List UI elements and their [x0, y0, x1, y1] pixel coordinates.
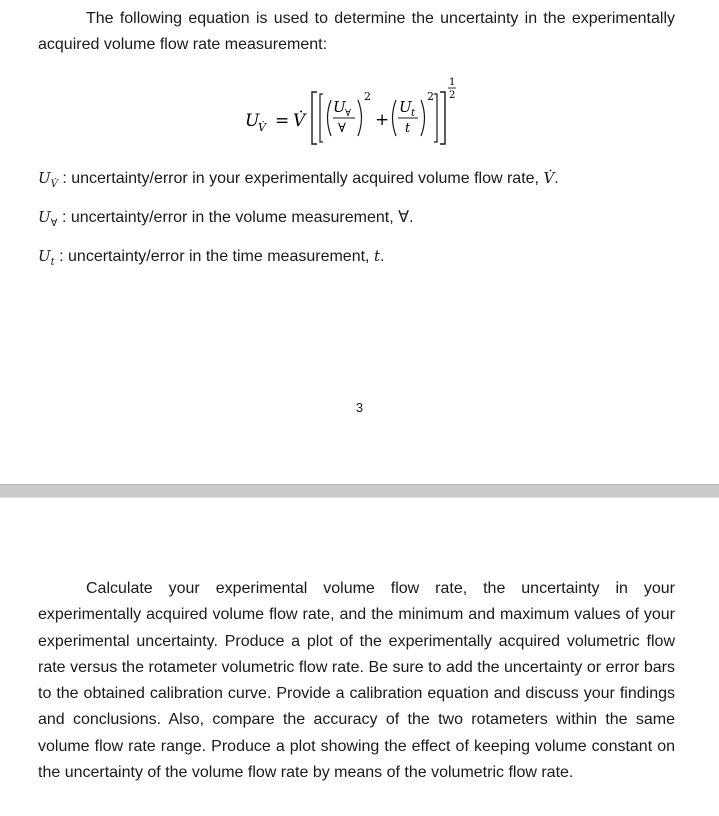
- body-text: Calculate your experimental volume flow rate, the uncertainty in your experimentally acquired volume flow rate, and the minimum and maximum values of your experimental uncertainty. Produce a plot of the experimentally acquired volumetric flow rate versus the rotameter volumetric flow rate. Be sure to add the uncertainty or error bars to the obtained calibration curve. Provide a calibration equation and discuss your findings and conclusions. Also, compare the accuracy of the two rotameters within the same volume flow rate range. Produce a plot showing the effect of keeping volume constant on the uncertainty of the volume flow rate by means of the volumetric flow rate.: [38, 580, 675, 782]
- definition-end: .: [379, 248, 385, 265]
- definition-symbol: U: [38, 169, 51, 187]
- definition-subscript: V̇: [50, 179, 58, 191]
- uncertainty-equation: [225, 74, 525, 152]
- definition-ref: ∀: [398, 209, 410, 226]
- outer-exponent-denominator: 2: [449, 90, 456, 101]
- definition-ref: V̇: [543, 169, 555, 187]
- equation-lhs: U: [245, 111, 260, 131]
- term2-numerator-subscript: t: [411, 108, 416, 119]
- term1-exponent: 2: [364, 90, 371, 103]
- equation-plus: +: [375, 110, 390, 130]
- term2-numerator: U: [399, 98, 412, 116]
- term2-denominator: t: [405, 121, 411, 136]
- outer-right-bracket: [440, 92, 445, 144]
- page-separator: [0, 484, 719, 498]
- term1-numerator: U: [333, 98, 346, 116]
- definition-symbol: U: [38, 208, 51, 226]
- term1-left-paren: [328, 100, 332, 136]
- equation-lhs-subscript: V̇: [258, 121, 266, 134]
- definition-text: : uncertainty/error in the time measurement,: [54, 248, 374, 265]
- intro-text: The following equation is used to determine the uncertainty in the experimentally acquired volume flow rate measurement:: [38, 10, 675, 53]
- definition-end: .: [409, 209, 414, 226]
- intro-paragraph: [38, 6, 675, 58]
- definition-flow-rate: [38, 168, 559, 195]
- inner-left-bracket: [320, 94, 323, 142]
- definition-subscript: ∀: [50, 218, 58, 230]
- definition-text: : uncertainty/error in the volume measurement,: [57, 209, 399, 226]
- definition-ref: t: [373, 247, 380, 265]
- definition-volume: [38, 207, 414, 234]
- term2-left-paren: [393, 100, 397, 136]
- term2-exponent: 2: [427, 90, 434, 103]
- equation-rate: V̇: [293, 111, 306, 131]
- definition-end: .: [554, 170, 559, 187]
- term1-numerator-subscript: ∀: [345, 108, 352, 119]
- outer-left-bracket: [312, 92, 317, 144]
- definition-subscript: t: [50, 257, 55, 269]
- definition-time: [38, 246, 384, 273]
- inner-right-bracket: [434, 94, 437, 142]
- page-number: 3: [355, 400, 364, 415]
- body-paragraph: [38, 576, 675, 786]
- term1-denominator: ∀: [338, 121, 346, 136]
- term2-right-paren: [421, 100, 425, 136]
- definition-text: : uncertainty/error in your experimentally acquired volume flow rate,: [57, 170, 544, 187]
- equation-equals: =: [275, 111, 290, 131]
- definition-symbol: U: [38, 247, 51, 265]
- outer-exponent-numerator: 1: [449, 77, 456, 88]
- term1-right-paren: [358, 100, 362, 136]
